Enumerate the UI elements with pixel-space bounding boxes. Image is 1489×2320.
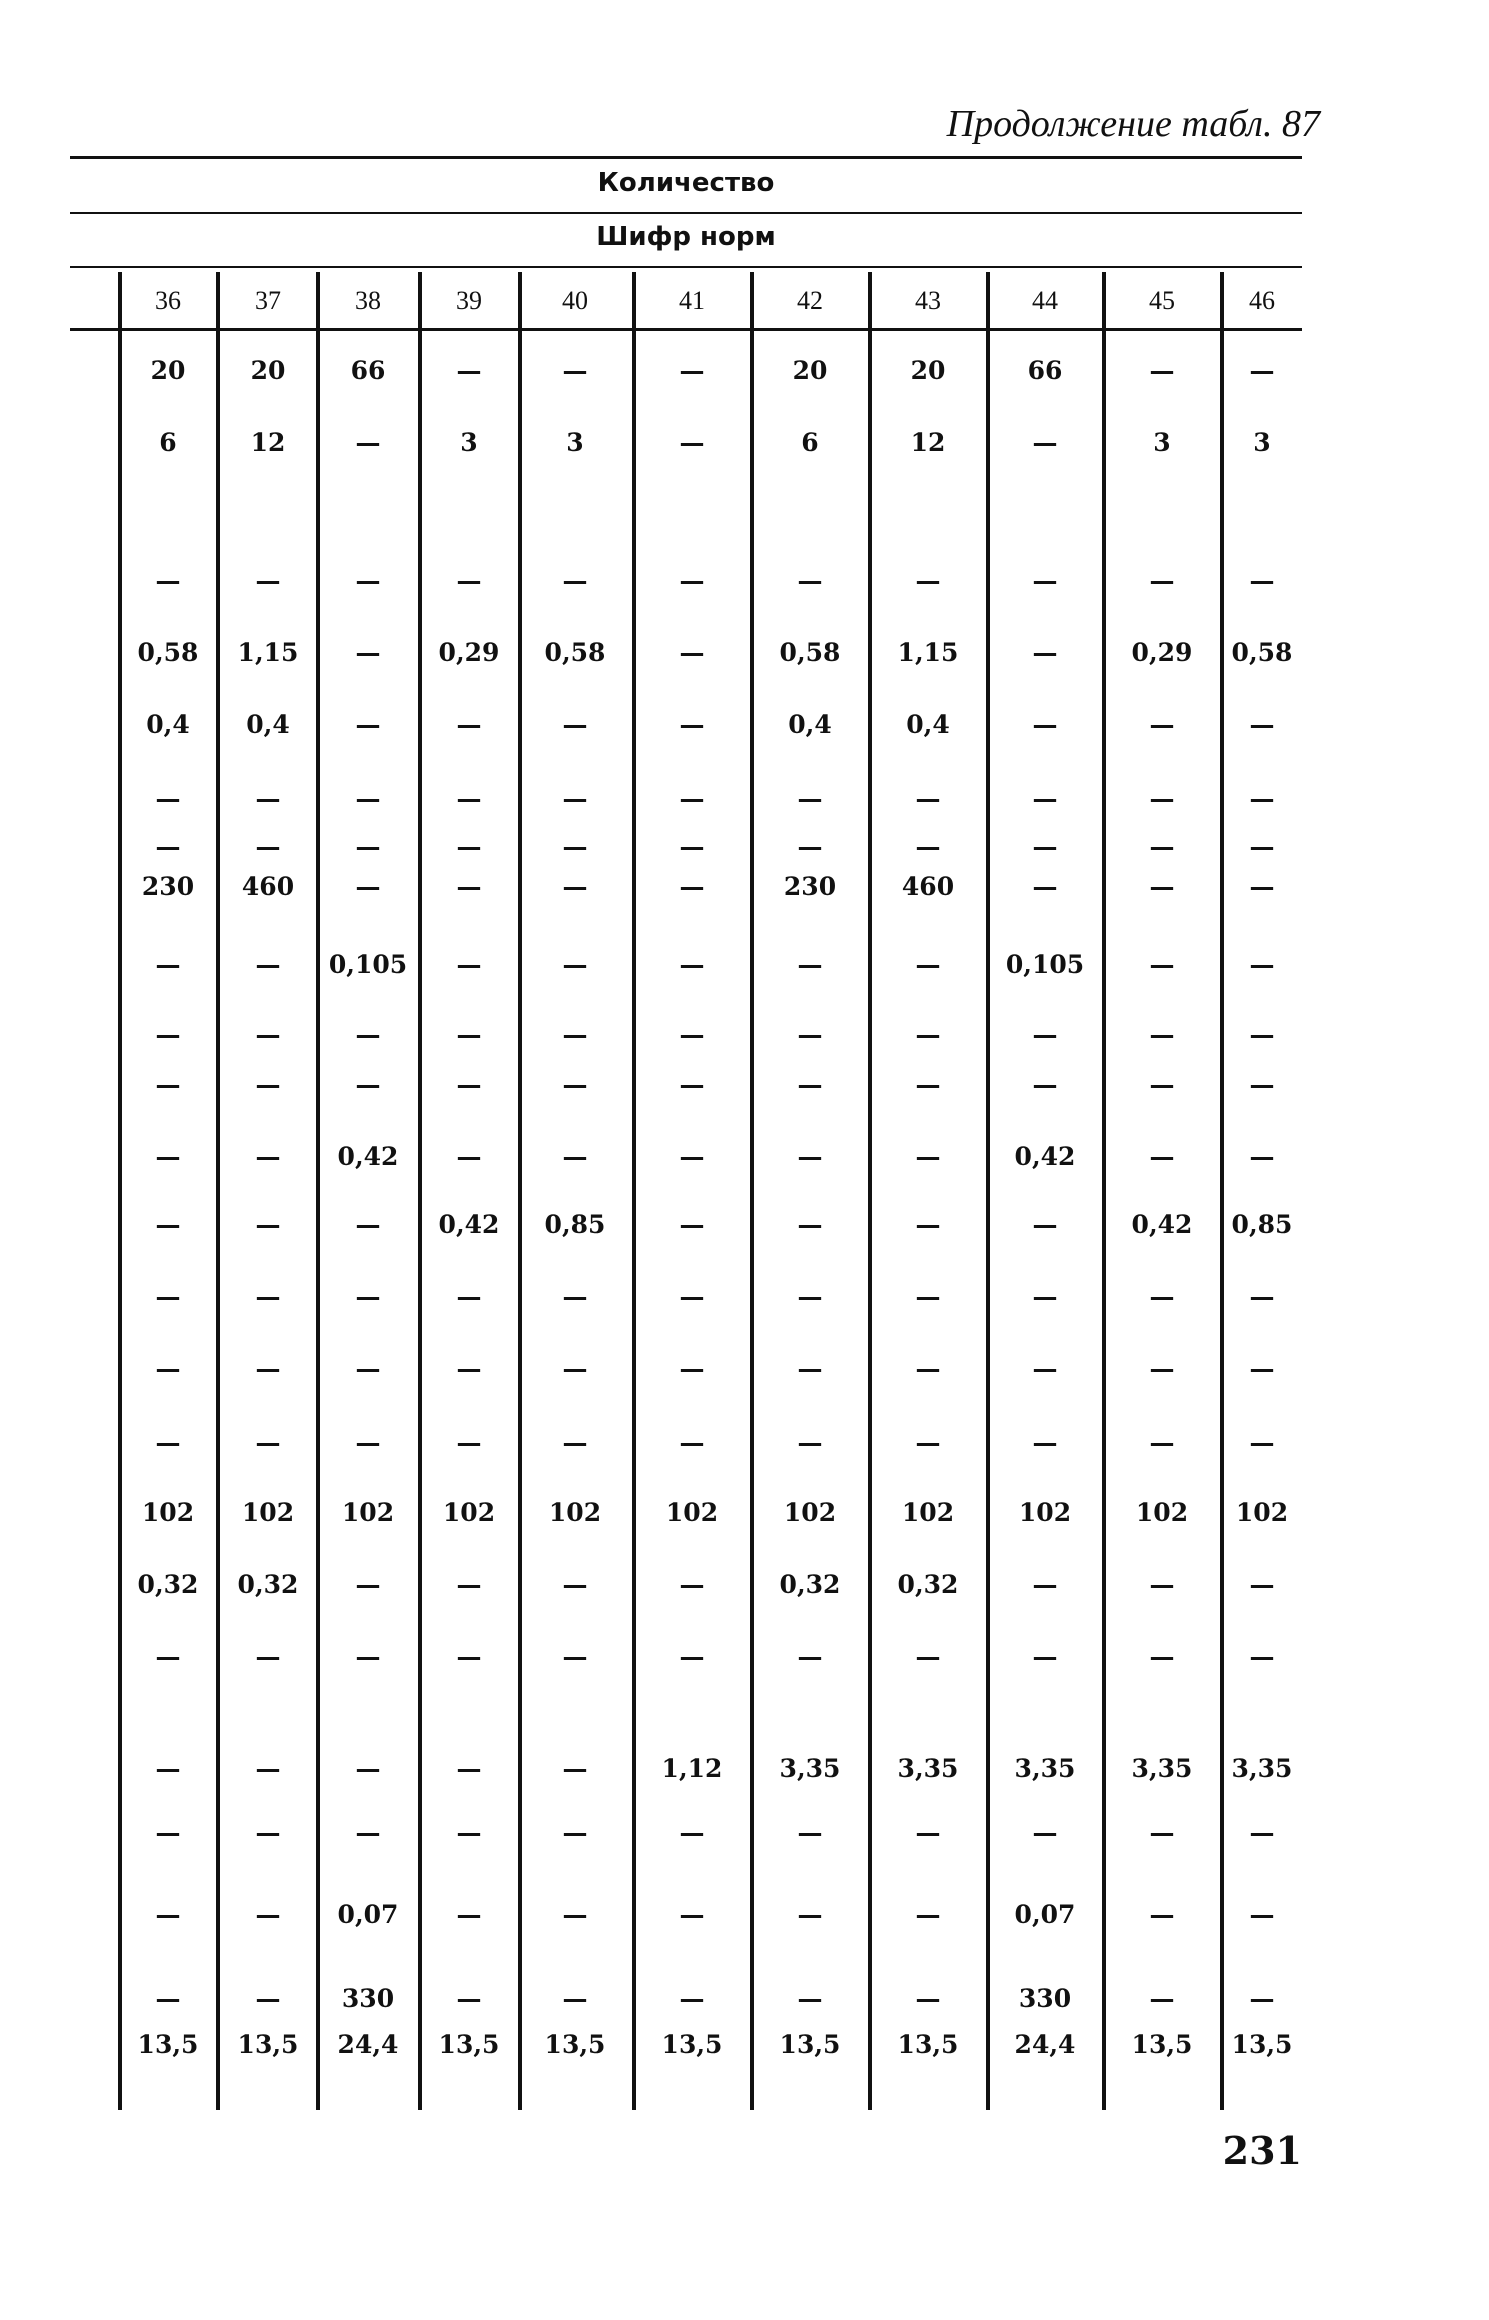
column-header: 42 bbox=[797, 286, 823, 315]
table-cell: 20 bbox=[792, 356, 828, 385]
table-cell: — bbox=[1249, 1818, 1275, 1847]
table-cell: — bbox=[1149, 1282, 1175, 1311]
table-cell: — bbox=[1149, 1070, 1175, 1099]
table-cell: 12 bbox=[250, 428, 286, 457]
table-cell: — bbox=[679, 638, 705, 667]
table-cell: — bbox=[255, 1020, 281, 1049]
table-cell: — bbox=[1249, 1642, 1275, 1671]
table-cell: — bbox=[915, 1070, 941, 1099]
table-cell: — bbox=[1149, 1818, 1175, 1847]
table-cell: — bbox=[155, 784, 181, 813]
table-cell: 0,4 bbox=[146, 710, 190, 739]
table-cell: 0,105 bbox=[1005, 950, 1085, 979]
table-cell: — bbox=[1149, 1642, 1175, 1671]
table-cell: — bbox=[797, 1210, 823, 1239]
table-cell: — bbox=[355, 1570, 381, 1599]
table-cell: 20 bbox=[910, 356, 946, 385]
table-cell: — bbox=[679, 1900, 705, 1929]
table-cell: — bbox=[155, 1070, 181, 1099]
table-cell: — bbox=[797, 1020, 823, 1049]
table-cell: — bbox=[255, 832, 281, 861]
column-header: 38 bbox=[355, 286, 381, 315]
table-cell: — bbox=[1032, 1070, 1058, 1099]
table-cell: — bbox=[456, 710, 482, 739]
table-cell: — bbox=[679, 1570, 705, 1599]
table-cell: 0,42 bbox=[1131, 1210, 1193, 1239]
table-cell: — bbox=[1249, 784, 1275, 813]
column-header: 43 bbox=[915, 286, 941, 315]
table-cell: — bbox=[679, 832, 705, 861]
table-cell: — bbox=[679, 356, 705, 385]
table-cell: — bbox=[679, 1984, 705, 2013]
top-rule bbox=[70, 156, 1302, 159]
table-cell: — bbox=[797, 1354, 823, 1383]
table-cell: 102 bbox=[141, 1498, 195, 1527]
table-cell: — bbox=[155, 1210, 181, 1239]
table-cell: — bbox=[255, 784, 281, 813]
table-cell: — bbox=[1249, 832, 1275, 861]
table-cell: — bbox=[797, 1428, 823, 1457]
table-cell: 20 bbox=[250, 356, 286, 385]
table-cell: — bbox=[562, 1282, 588, 1311]
table-cell: 102 bbox=[783, 1498, 837, 1527]
column-header-rule bbox=[70, 328, 1302, 331]
table-cell: 13,5 bbox=[137, 2030, 199, 2059]
table-cell: — bbox=[562, 1754, 588, 1783]
table-cell: — bbox=[1249, 1428, 1275, 1457]
table-cell: — bbox=[255, 1354, 281, 1383]
table-cell: — bbox=[255, 1210, 281, 1239]
table-cell: — bbox=[915, 950, 941, 979]
table-cell: — bbox=[915, 1282, 941, 1311]
table-cell: 102 bbox=[901, 1498, 955, 1527]
table-cell: — bbox=[456, 950, 482, 979]
table-cell: — bbox=[1032, 872, 1058, 901]
table-cell: — bbox=[456, 784, 482, 813]
table-cell: 0,07 bbox=[337, 1900, 399, 1929]
table-cell: — bbox=[456, 1070, 482, 1099]
table-cell: — bbox=[562, 1354, 588, 1383]
table-cell: — bbox=[915, 832, 941, 861]
table-cell: 0,07 bbox=[1014, 1900, 1076, 1929]
table-cell: — bbox=[679, 1210, 705, 1239]
table-cell: — bbox=[562, 1570, 588, 1599]
table-cell: — bbox=[679, 1818, 705, 1847]
table-cell: — bbox=[456, 832, 482, 861]
table-cell: — bbox=[679, 1428, 705, 1457]
quantity-rule bbox=[70, 212, 1302, 214]
table-cell: — bbox=[456, 1142, 482, 1171]
table-cell: — bbox=[1149, 1428, 1175, 1457]
table-cell: 24,4 bbox=[1014, 2030, 1076, 2059]
table-cell: — bbox=[562, 1984, 588, 2013]
table-cell: 66 bbox=[350, 356, 386, 385]
table-cell: — bbox=[679, 950, 705, 979]
table-cell: — bbox=[797, 1818, 823, 1847]
table-cell: 102 bbox=[665, 1498, 719, 1527]
table-cell: 3,35 bbox=[1014, 1754, 1076, 1783]
column-header: 36 bbox=[155, 286, 181, 315]
table-cell: — bbox=[679, 1020, 705, 1049]
table-continuation-caption: Продолжение табл. 87 bbox=[946, 103, 1320, 145]
table-cell: — bbox=[915, 1818, 941, 1847]
table-cell: — bbox=[355, 1210, 381, 1239]
table-cell: — bbox=[255, 950, 281, 979]
table-cell: — bbox=[915, 1354, 941, 1383]
table-cell: 13,5 bbox=[438, 2030, 500, 2059]
column-header: 45 bbox=[1149, 286, 1175, 315]
table-cell: — bbox=[355, 784, 381, 813]
table-cell: 0,58 bbox=[1231, 638, 1293, 667]
table-cell: — bbox=[1032, 832, 1058, 861]
table-cell: — bbox=[155, 950, 181, 979]
table-cell: — bbox=[255, 1142, 281, 1171]
table-cell: 102 bbox=[1235, 1498, 1289, 1527]
table-cell: — bbox=[1032, 710, 1058, 739]
table-cell: 3 bbox=[460, 428, 478, 457]
table-cell: — bbox=[456, 1354, 482, 1383]
table-cell: — bbox=[1249, 1570, 1275, 1599]
table-cell: — bbox=[355, 1818, 381, 1847]
table-cell: 3,35 bbox=[1131, 1754, 1193, 1783]
table-cell: — bbox=[1249, 1984, 1275, 2013]
table-cell: 0,85 bbox=[544, 1210, 606, 1239]
table-cell: — bbox=[1149, 1020, 1175, 1049]
table-cell: — bbox=[562, 1642, 588, 1671]
table-cell: — bbox=[1249, 950, 1275, 979]
table-cell: — bbox=[355, 428, 381, 457]
table-cell: — bbox=[255, 1900, 281, 1929]
table-cell: — bbox=[797, 1642, 823, 1671]
table-cell: — bbox=[456, 1754, 482, 1783]
table-cell: — bbox=[155, 1984, 181, 2013]
table-cell: — bbox=[255, 1428, 281, 1457]
table-cell: — bbox=[1032, 1354, 1058, 1383]
table-cell: — bbox=[1249, 1900, 1275, 1929]
table-cell: 1,15 bbox=[237, 638, 299, 667]
table-cell: 0,4 bbox=[788, 710, 832, 739]
table-cell: — bbox=[679, 1070, 705, 1099]
table-cell: — bbox=[1149, 1900, 1175, 1929]
table-cell: — bbox=[456, 872, 482, 901]
table-cell: — bbox=[255, 566, 281, 595]
table-cell: 0,29 bbox=[438, 638, 500, 667]
table-cell: — bbox=[562, 356, 588, 385]
table-cell: — bbox=[679, 566, 705, 595]
table-cell: 1,15 bbox=[897, 638, 959, 667]
table-cell: 102 bbox=[548, 1498, 602, 1527]
table-cell: — bbox=[456, 356, 482, 385]
table-cell: — bbox=[562, 1070, 588, 1099]
table-cell: — bbox=[1249, 566, 1275, 595]
page-number: 231 bbox=[1222, 2128, 1302, 2173]
table-cell: — bbox=[1032, 428, 1058, 457]
column-header: 37 bbox=[255, 286, 281, 315]
table-cell: — bbox=[1149, 1570, 1175, 1599]
table-cell: 0,32 bbox=[137, 1570, 199, 1599]
table-cell: — bbox=[155, 1818, 181, 1847]
table-cell: — bbox=[355, 710, 381, 739]
table-cell: 3,35 bbox=[897, 1754, 959, 1783]
table-cell: 0,32 bbox=[779, 1570, 841, 1599]
table-cell: 460 bbox=[901, 872, 955, 901]
table-cell: — bbox=[562, 1020, 588, 1049]
column-header: 40 bbox=[562, 286, 588, 315]
table-cell: — bbox=[1032, 1210, 1058, 1239]
table-cell: 13,5 bbox=[544, 2030, 606, 2059]
quantity-header: Количество bbox=[597, 168, 775, 198]
table-cell: — bbox=[915, 1900, 941, 1929]
table-cell: 102 bbox=[241, 1498, 295, 1527]
table-cell: 460 bbox=[241, 872, 295, 901]
table-cell: — bbox=[1032, 784, 1058, 813]
table-cell: — bbox=[355, 1754, 381, 1783]
column-header: 44 bbox=[1032, 286, 1058, 315]
table-cell: 13,5 bbox=[661, 2030, 723, 2059]
table-cell: — bbox=[1149, 566, 1175, 595]
table-cell: — bbox=[562, 784, 588, 813]
table-cell: 0,42 bbox=[337, 1142, 399, 1171]
table-cell: — bbox=[155, 832, 181, 861]
table-cell: — bbox=[1149, 950, 1175, 979]
table-cell: — bbox=[1249, 1070, 1275, 1099]
table-cell: 102 bbox=[1018, 1498, 1072, 1527]
table-cell: — bbox=[1149, 1984, 1175, 2013]
table-cell: — bbox=[1149, 872, 1175, 901]
table-cell: — bbox=[355, 1642, 381, 1671]
table-cell: — bbox=[1032, 638, 1058, 667]
table-cell: — bbox=[255, 1642, 281, 1671]
table-cell: — bbox=[915, 784, 941, 813]
table-cell: — bbox=[155, 1142, 181, 1171]
table-cell: — bbox=[915, 1142, 941, 1171]
table-cell: — bbox=[1032, 1428, 1058, 1457]
table-cell: — bbox=[915, 1428, 941, 1457]
table-cell: 13,5 bbox=[1131, 2030, 1193, 2059]
table-cell: — bbox=[456, 1428, 482, 1457]
table-cell: 13,5 bbox=[237, 2030, 299, 2059]
table-cell: — bbox=[456, 1282, 482, 1311]
table-cell: — bbox=[1032, 1282, 1058, 1311]
column-header: 41 bbox=[679, 286, 705, 315]
table-cell: — bbox=[679, 872, 705, 901]
table-cell: — bbox=[562, 710, 588, 739]
table-cell: — bbox=[679, 1354, 705, 1383]
table-cell: 1,12 bbox=[661, 1754, 723, 1783]
table-cell: 0,58 bbox=[544, 638, 606, 667]
table-cell: — bbox=[679, 1282, 705, 1311]
table-cell: — bbox=[255, 1818, 281, 1847]
table-cell: — bbox=[155, 1354, 181, 1383]
table-cell: — bbox=[355, 832, 381, 861]
table-cell: 102 bbox=[442, 1498, 496, 1527]
table-cell: — bbox=[562, 1428, 588, 1457]
table-cell: 13,5 bbox=[779, 2030, 841, 2059]
table-cell: — bbox=[355, 1354, 381, 1383]
table-cell: — bbox=[155, 1642, 181, 1671]
table-cell: — bbox=[155, 1020, 181, 1049]
table-cell: — bbox=[1032, 1020, 1058, 1049]
table-cell: — bbox=[1149, 1142, 1175, 1171]
table-cell: — bbox=[1149, 356, 1175, 385]
table-cell: — bbox=[155, 1754, 181, 1783]
table-cell: — bbox=[355, 1282, 381, 1311]
table-cell: — bbox=[797, 1070, 823, 1099]
table-cell: 230 bbox=[141, 872, 195, 901]
table-cell: — bbox=[915, 1642, 941, 1671]
table-cell: 3 bbox=[1153, 428, 1171, 457]
table-cell: 0,105 bbox=[328, 950, 408, 979]
table-cell: — bbox=[679, 428, 705, 457]
table-cell: — bbox=[1149, 784, 1175, 813]
table-cell: — bbox=[1249, 356, 1275, 385]
table-cell: — bbox=[456, 566, 482, 595]
table-cell: 3,35 bbox=[779, 1754, 841, 1783]
table-cell: 13,5 bbox=[1231, 2030, 1293, 2059]
column-header: 39 bbox=[456, 286, 482, 315]
table-cell: — bbox=[155, 566, 181, 595]
table-cell: — bbox=[456, 1900, 482, 1929]
table-cell: 3,35 bbox=[1231, 1754, 1293, 1783]
table-cell: — bbox=[1149, 710, 1175, 739]
table-cell: — bbox=[255, 1282, 281, 1311]
table-cell: 0,42 bbox=[1014, 1142, 1076, 1171]
table-cell: 0,4 bbox=[906, 710, 950, 739]
norm-code-rule bbox=[70, 266, 1302, 268]
table-cell: — bbox=[797, 566, 823, 595]
table-cell: — bbox=[456, 1984, 482, 2013]
table-cell: — bbox=[1149, 1354, 1175, 1383]
table-cell: 330 bbox=[341, 1984, 395, 2013]
table-cell: 20 bbox=[150, 356, 186, 385]
table-cell: 3 bbox=[1253, 428, 1271, 457]
table-cell: 0,32 bbox=[237, 1570, 299, 1599]
table-cell: — bbox=[797, 832, 823, 861]
table-cell: — bbox=[915, 1210, 941, 1239]
table-cell: — bbox=[355, 1070, 381, 1099]
table-cell: — bbox=[456, 1642, 482, 1671]
table-cell: — bbox=[1249, 872, 1275, 901]
table-cell: 330 bbox=[1018, 1984, 1072, 2013]
table-cell: — bbox=[562, 566, 588, 595]
table-cell: — bbox=[1249, 710, 1275, 739]
table-cell: — bbox=[1032, 1818, 1058, 1847]
table-cell: — bbox=[797, 1900, 823, 1929]
table-cell: 0,32 bbox=[897, 1570, 959, 1599]
table-cell: — bbox=[679, 784, 705, 813]
table-cell: 0,58 bbox=[137, 638, 199, 667]
table-cell: — bbox=[562, 1142, 588, 1171]
table-cell: — bbox=[562, 950, 588, 979]
table-cell: — bbox=[679, 1642, 705, 1671]
table-cell: — bbox=[1032, 1642, 1058, 1671]
table-cell: — bbox=[155, 1282, 181, 1311]
table-cell: — bbox=[1032, 1570, 1058, 1599]
table-cell: — bbox=[1249, 1282, 1275, 1311]
table-cell: — bbox=[915, 1984, 941, 2013]
table-cell: 3 bbox=[566, 428, 584, 457]
table-cell: — bbox=[255, 1070, 281, 1099]
table-cell: 0,85 bbox=[1231, 1210, 1293, 1239]
table-cell: — bbox=[1249, 1142, 1275, 1171]
table-cell: — bbox=[255, 1754, 281, 1783]
table-cell: — bbox=[355, 1428, 381, 1457]
column-header: 46 bbox=[1249, 286, 1275, 315]
table-cell: — bbox=[797, 1142, 823, 1171]
table-cell: — bbox=[679, 1142, 705, 1171]
table-cell: — bbox=[562, 1818, 588, 1847]
table-cell: 102 bbox=[1135, 1498, 1189, 1527]
table-cell: — bbox=[456, 1570, 482, 1599]
table-cell: — bbox=[562, 1900, 588, 1929]
table-cell: — bbox=[155, 1428, 181, 1457]
table-cell: — bbox=[797, 1282, 823, 1311]
table-cell: 66 bbox=[1027, 356, 1063, 385]
table-cell: 6 bbox=[159, 428, 177, 457]
table-cell: — bbox=[355, 566, 381, 595]
table-cell: 0,58 bbox=[779, 638, 841, 667]
table-cell: — bbox=[797, 1984, 823, 2013]
table-cell: — bbox=[562, 832, 588, 861]
table-cell: — bbox=[456, 1020, 482, 1049]
table-cell: — bbox=[355, 872, 381, 901]
table-cell: 6 bbox=[801, 428, 819, 457]
table-cell: — bbox=[355, 1020, 381, 1049]
table-cell: 12 bbox=[910, 428, 946, 457]
table-cell: — bbox=[797, 784, 823, 813]
table-cell: — bbox=[1149, 832, 1175, 861]
table-cell: — bbox=[915, 1020, 941, 1049]
table-cell: — bbox=[1249, 1020, 1275, 1049]
table-cell: — bbox=[562, 872, 588, 901]
table-cell: 230 bbox=[783, 872, 837, 901]
table-cell: — bbox=[155, 1900, 181, 1929]
table-cell: — bbox=[456, 1818, 482, 1847]
table-cell: 102 bbox=[341, 1498, 395, 1527]
table-cell: 0,29 bbox=[1131, 638, 1193, 667]
table-cell: 0,4 bbox=[246, 710, 290, 739]
table-cell: — bbox=[1249, 1354, 1275, 1383]
table-cell: — bbox=[255, 1984, 281, 2013]
table-cell: 13,5 bbox=[897, 2030, 959, 2059]
table-cell: — bbox=[915, 566, 941, 595]
norm-code-header: Шифр норм bbox=[596, 222, 776, 252]
table-cell: — bbox=[679, 710, 705, 739]
table-cell: — bbox=[1032, 566, 1058, 595]
table-cell: 24,4 bbox=[337, 2030, 399, 2059]
table-cell: — bbox=[797, 950, 823, 979]
table-cell: — bbox=[355, 638, 381, 667]
table-cell: 0,42 bbox=[438, 1210, 500, 1239]
